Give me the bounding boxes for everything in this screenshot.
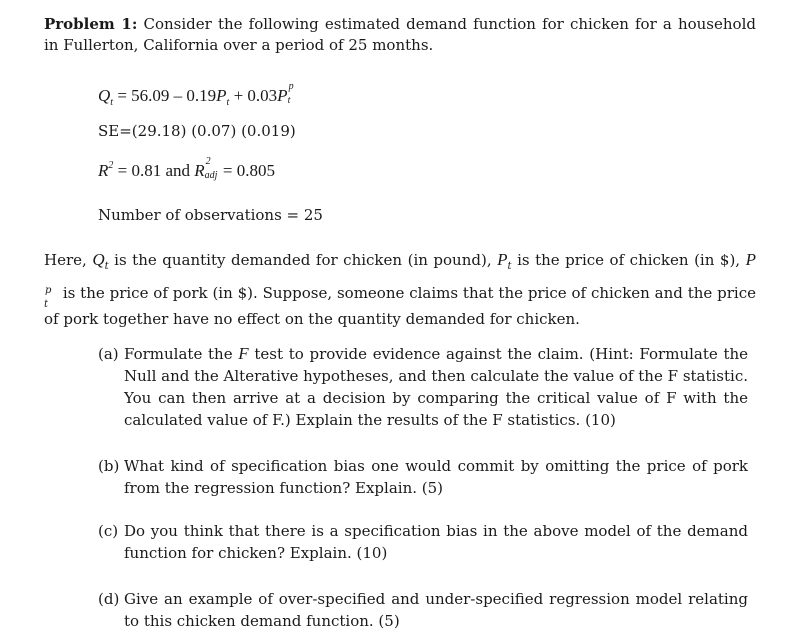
desc-q-subscript: t [104,261,109,272]
r2-superscript: 2 [108,160,114,171]
variable-description [44,247,756,332]
question-b [98,455,748,499]
adj-r2-symbol: R [194,161,205,180]
desc-pork-superscript: p [45,285,52,296]
adj-r2-superscript: 2 [205,156,211,167]
eq-intercept-term: = 56.09 – 0.19 [117,86,217,105]
eq-pork-subscript: t [287,95,291,106]
problem-intro [44,14,756,56]
problem-heading: Problem 1: [44,15,138,33]
r2-value: = 0.81 [117,161,162,180]
eq-p-subscript: t [226,97,230,108]
desc-text-4: is the price of pork (in $). Suppose, someone claims that the price of chicken and the price of pork together have no effect on the quantity demanded for chicken. [44,284,756,328]
problem-intro-text: Consider the following estimated demand function for chicken for a household in Fullerton, California over a period of 25 months. [44,15,756,54]
question-b-text: What kind of specification bias one would commit by omitting the price of pork from the regression function? Explain. (5) [124,457,748,497]
eq-pork-superscript: p [288,81,294,92]
desc-text-2: is the quantity demanded for chicken (in pound), [108,251,498,269]
r2-symbol: R [98,161,109,180]
eq-pork-coef: + 0.03 [233,86,278,105]
desc-text-1: Here, [44,251,93,269]
eq-p-symbol: P [216,86,227,105]
question-c-label: (c) [98,522,119,540]
desc-p-subscript: t [507,261,512,272]
question-a-text-2: test to provide evidence against the claim. (Hint: Formulate the Null and the Alterative hypotheses, and then calculate the value of the F statistic. You can then arrive at a decision by comparing the critical value of F with the calculated value of F.) Explain the results of the F statistics. (10) [124,345,749,429]
observations-count: Number of observations = 25 [98,206,323,224]
fit-statistics [98,156,276,181]
eq-q-symbol: Q [98,86,111,105]
question-c [98,520,748,564]
question-a-label: (a) [98,345,119,363]
and-word: and [165,161,191,180]
question-b-label: (b) [98,457,120,475]
question-d-label: (d) [98,590,120,608]
question-d-text: Give an example of over-specified and under-specified regression model relating to this chicken demand function. (5) [124,590,748,630]
desc-pork-subscript: t [44,299,49,310]
eq-q-subscript: t [110,97,114,108]
desc-pork-symbol: P [745,250,756,269]
demand-equation [98,81,302,108]
question-d [98,588,748,632]
desc-q-symbol: Q [92,250,105,269]
standard-errors: SE=(29.18) (0.07) (0.019) [98,122,296,140]
question-c-text: Do you think that there is a specification bias in the above model of the demand function for chicken? Explain. (10) [124,522,748,562]
adj-r2-value: = 0.805 [222,161,276,180]
question-a-f-symbol: F [238,344,249,363]
question-a [98,343,749,431]
question-a-text-1: Formulate the [124,345,239,363]
adj-r2-subscript: adj [204,170,218,181]
desc-text-3: is the price of chicken (in $), [511,251,746,269]
eq-pork-symbol: P [277,86,288,105]
desc-p-symbol: P [497,250,508,269]
